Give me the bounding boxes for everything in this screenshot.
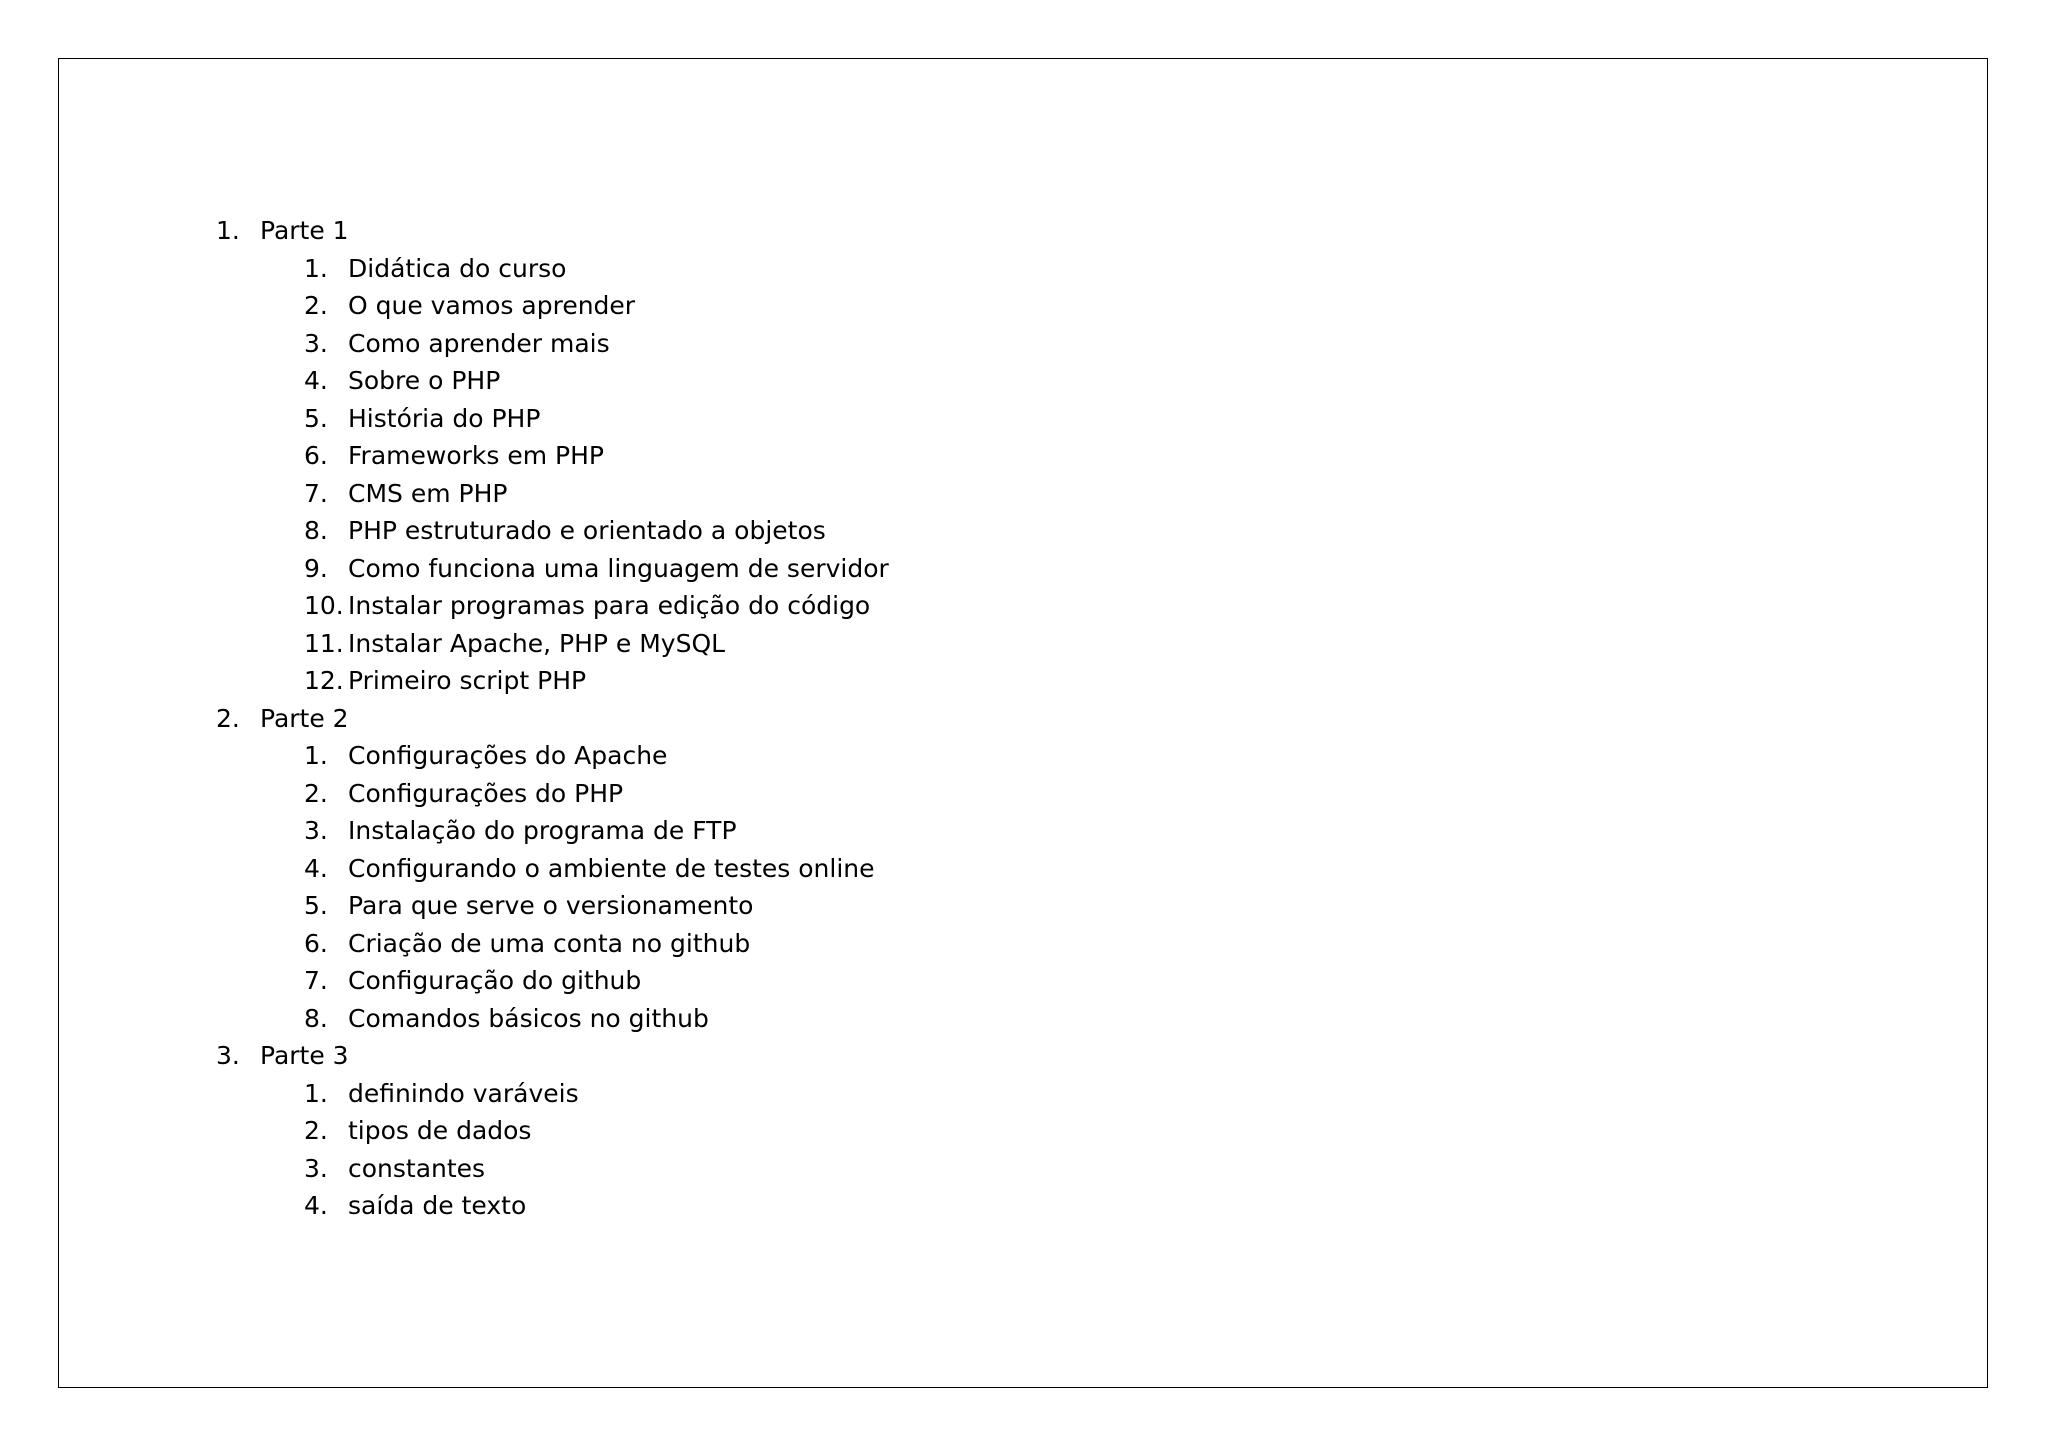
list-item [304, 512, 889, 550]
item-number: 3. [304, 1153, 328, 1183]
item-label: Instalar Apache, PHP e MySQL [348, 628, 726, 658]
course-outline [216, 212, 889, 1225]
item-number: 11. [304, 628, 344, 658]
list-item [304, 1000, 889, 1038]
list-item [304, 1187, 889, 1225]
item-label: Sobre o PHP [348, 366, 501, 395]
list-item [304, 925, 889, 963]
item-number: 2. [304, 778, 328, 808]
item-number: 7. [304, 966, 328, 995]
list-item [304, 400, 889, 438]
item-number: 9. [304, 553, 328, 583]
item-number: 8. [304, 1003, 328, 1033]
item-number: 4. [304, 853, 328, 883]
part-number: 1. [216, 216, 240, 245]
item-number: 1. [304, 253, 328, 283]
item-number: 3. [304, 816, 328, 845]
item-label: Configuração do github [348, 966, 642, 995]
list-item [304, 250, 889, 288]
item-label: Como funciona uma linguagem de servidor [348, 553, 889, 583]
item-number: 7. [304, 478, 328, 508]
list-item [304, 1075, 889, 1113]
part-number: 3. [216, 1041, 240, 1070]
outline-part [216, 700, 889, 1038]
item-label: definindo varáveis [348, 1078, 579, 1108]
item-label: Frameworks em PHP [348, 441, 604, 470]
part-sublist [216, 737, 889, 1037]
list-item [304, 737, 889, 775]
item-number: 3. [304, 328, 328, 358]
item-number: 4. [304, 366, 328, 395]
item-label: Instalação do programa de FTP [348, 816, 737, 845]
item-number: 8. [304, 516, 328, 545]
item-number: 1. [304, 741, 328, 770]
item-label: Primeiro script PHP [348, 666, 587, 695]
list-item [304, 475, 889, 513]
item-number: 5. [304, 403, 328, 433]
part-label: Parte 3 [260, 1041, 349, 1070]
item-label: CMS em PHP [348, 478, 508, 508]
item-number: 2. [304, 1116, 328, 1145]
list-item [304, 287, 889, 325]
item-label: Didática do curso [348, 253, 567, 283]
list-item [304, 812, 889, 850]
item-label: O que vamos aprender [348, 291, 636, 320]
list-item [304, 775, 889, 813]
list-item [304, 850, 889, 888]
list-item [304, 1112, 889, 1150]
item-label: PHP estruturado e orientado a objetos [348, 516, 826, 545]
part-heading [216, 700, 889, 738]
item-number: 4. [304, 1191, 328, 1220]
list-item [304, 325, 889, 363]
list-item [304, 887, 889, 925]
item-label: Configurações do PHP [348, 778, 624, 808]
list-item [304, 1150, 889, 1188]
item-number: 2. [304, 291, 328, 320]
part-label: Parte 2 [260, 703, 349, 733]
item-label: Instalar programas para edição do código [348, 591, 871, 620]
item-number: 12. [304, 666, 344, 695]
item-label: História do PHP [348, 403, 541, 433]
part-heading [216, 1037, 889, 1075]
item-number: 10. [304, 591, 344, 620]
item-number: 1. [304, 1078, 328, 1108]
item-label: saída de texto [348, 1191, 527, 1220]
part-number: 2. [216, 703, 240, 733]
part-label: Parte 1 [260, 216, 349, 245]
part-heading [216, 212, 889, 250]
list-item [304, 962, 889, 1000]
item-label: Configurando o ambiente de testes online [348, 853, 875, 883]
part-sublist [216, 250, 889, 700]
outline-part [216, 212, 889, 700]
list-item [304, 550, 889, 588]
item-label: Configurações do Apache [348, 741, 668, 770]
part-sublist [216, 1075, 889, 1225]
list-item [304, 437, 889, 475]
list-item [304, 662, 889, 700]
item-label: tipos de dados [348, 1116, 532, 1145]
item-number: 5. [304, 891, 328, 920]
item-label: Como aprender mais [348, 328, 610, 358]
list-item [304, 587, 889, 625]
item-label: Comandos básicos no github [348, 1003, 709, 1033]
item-number: 6. [304, 441, 328, 470]
item-number: 6. [304, 928, 328, 958]
list-item [304, 625, 889, 663]
list-item [304, 362, 889, 400]
item-label: constantes [348, 1153, 486, 1183]
item-label: Para que serve o versionamento [348, 891, 754, 920]
outline-part [216, 1037, 889, 1225]
item-label: Criação de uma conta no github [348, 928, 751, 958]
